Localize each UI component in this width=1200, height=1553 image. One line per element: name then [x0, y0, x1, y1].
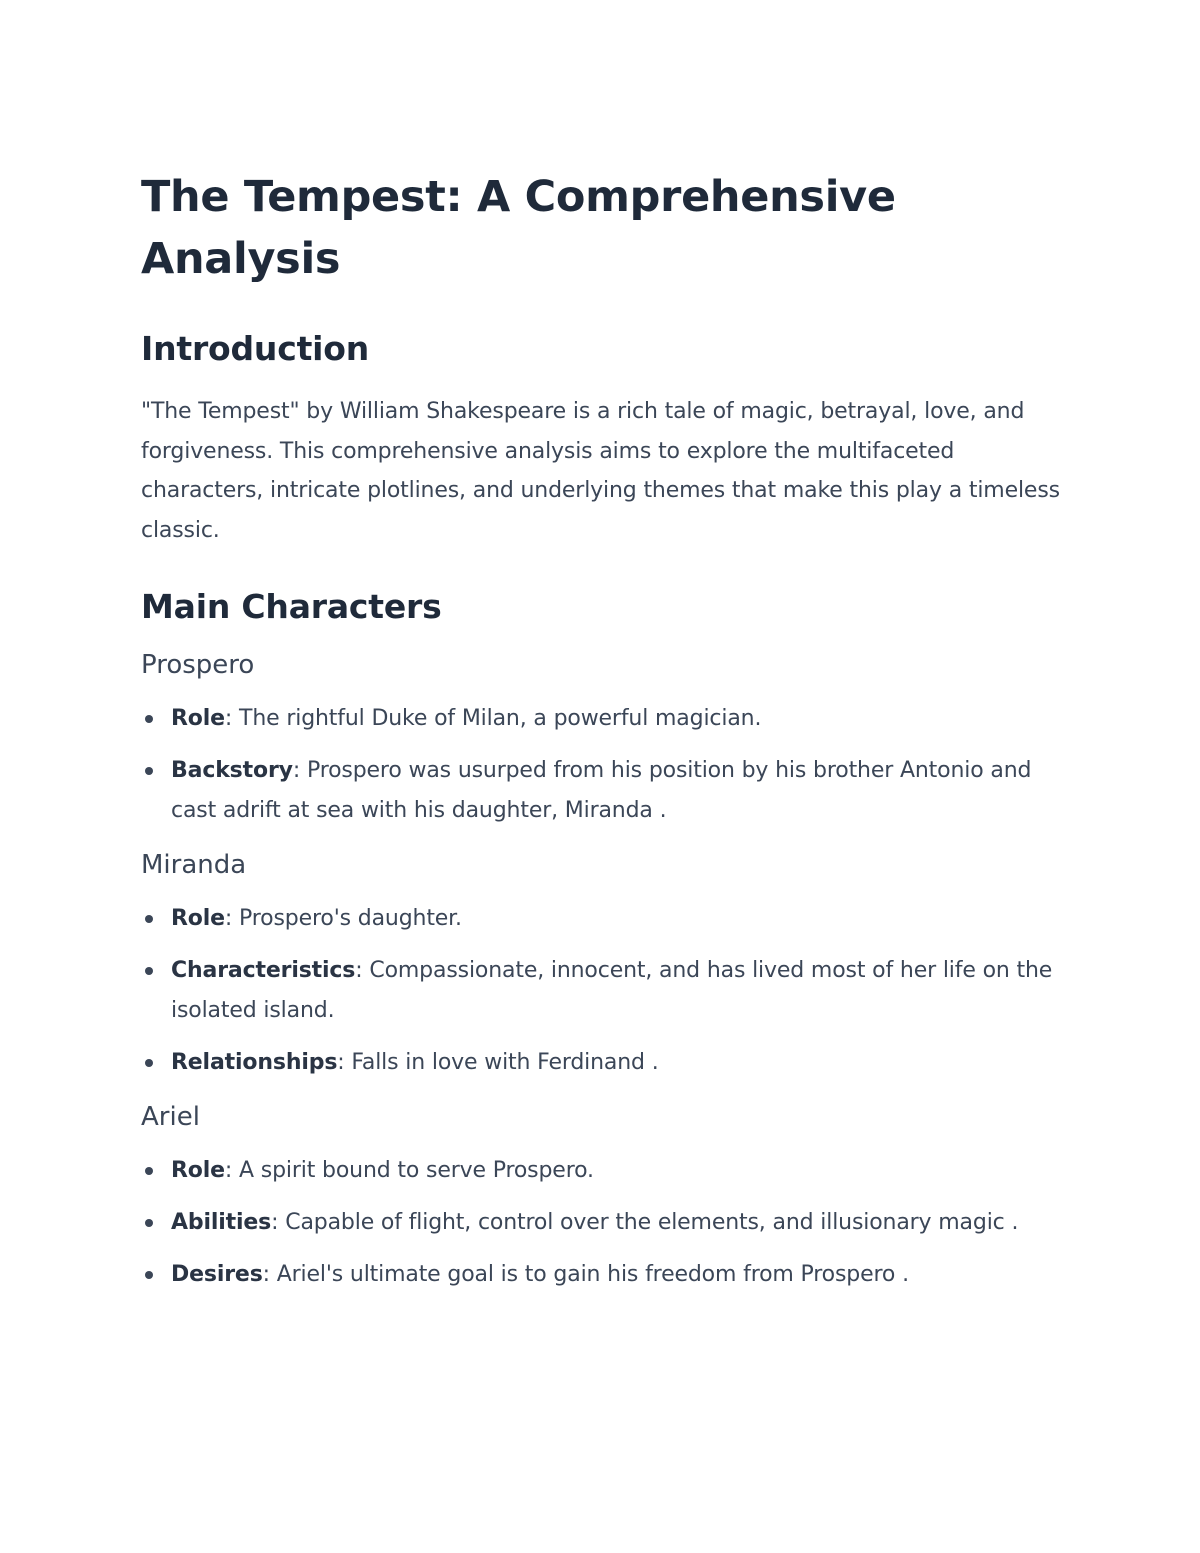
- bullet-icon: [145, 767, 153, 775]
- character-miranda: [141, 845, 1060, 1083]
- bullet-icon: [145, 1167, 153, 1175]
- detail-term: Relationships: [171, 1050, 338, 1075]
- bullet-icon: [145, 715, 153, 723]
- detail-term: Characteristics: [171, 958, 356, 983]
- character-name: Ariel: [141, 1102, 200, 1132]
- page-title: The Tempest: A Comprehensive Analysis: [141, 172, 896, 284]
- detail-term: Role: [171, 906, 225, 931]
- introduction-paragraph: "The Tempest" by William Shakespeare is a rich tale of magic, betrayal, love, and forgiveness. This comprehensive analysis aims to explore the multifaceted characters, intricate plotlines, and underlying themes that make this play a timeless classic.: [141, 399, 1060, 543]
- bullet-icon: [145, 967, 153, 975]
- list-item: [141, 1151, 1060, 1191]
- detail-term: Desires: [171, 1262, 263, 1287]
- detail-text: : The rightful Duke of Milan, a powerful magician.: [224, 706, 762, 731]
- introduction-heading: Introduction: [141, 329, 370, 368]
- character-name: Prospero: [141, 650, 255, 680]
- character-ariel: [141, 1097, 1060, 1295]
- bullet-icon: [145, 1219, 153, 1227]
- detail-text: : A spirit bound to serve Prospero.: [224, 1158, 594, 1183]
- character-details-list: [141, 899, 1060, 1083]
- character-details-list: [141, 699, 1060, 831]
- character-prospero: [141, 645, 1060, 831]
- detail-text: : Prospero was usurped from his position by his brother Antonio and cast adrift at sea with his daughter, Miranda .: [171, 758, 1032, 823]
- bullet-icon: [145, 1059, 153, 1067]
- bullet-icon: [145, 915, 153, 923]
- detail-text: : Compassionate, innocent, and has lived most of her life on the isolated island.: [171, 958, 1053, 1023]
- detail-text: : Capable of flight, control over the elements, and illusionary magic .: [271, 1210, 1019, 1235]
- detail-term: Backstory: [171, 758, 293, 783]
- list-item: [141, 1203, 1060, 1243]
- main-characters-heading: Main Characters: [141, 587, 442, 626]
- detail-text: : Falls in love with Ferdinand .: [337, 1050, 659, 1075]
- list-item: [141, 951, 1060, 1031]
- list-item: [141, 699, 1060, 739]
- list-item: [141, 751, 1060, 831]
- detail-term: Abilities: [171, 1210, 272, 1235]
- detail-term: Role: [171, 706, 225, 731]
- list-item: [141, 1043, 1060, 1083]
- detail-text: : Ariel's ultimate goal is to gain his freedom from Prospero .: [262, 1262, 909, 1287]
- list-item: [141, 899, 1060, 939]
- character-details-list: [141, 1151, 1060, 1295]
- character-name: Miranda: [141, 850, 247, 880]
- detail-text: : Prospero's daughter.: [224, 906, 462, 931]
- bullet-icon: [145, 1271, 153, 1279]
- detail-term: Role: [171, 1158, 225, 1183]
- list-item: [141, 1255, 1060, 1295]
